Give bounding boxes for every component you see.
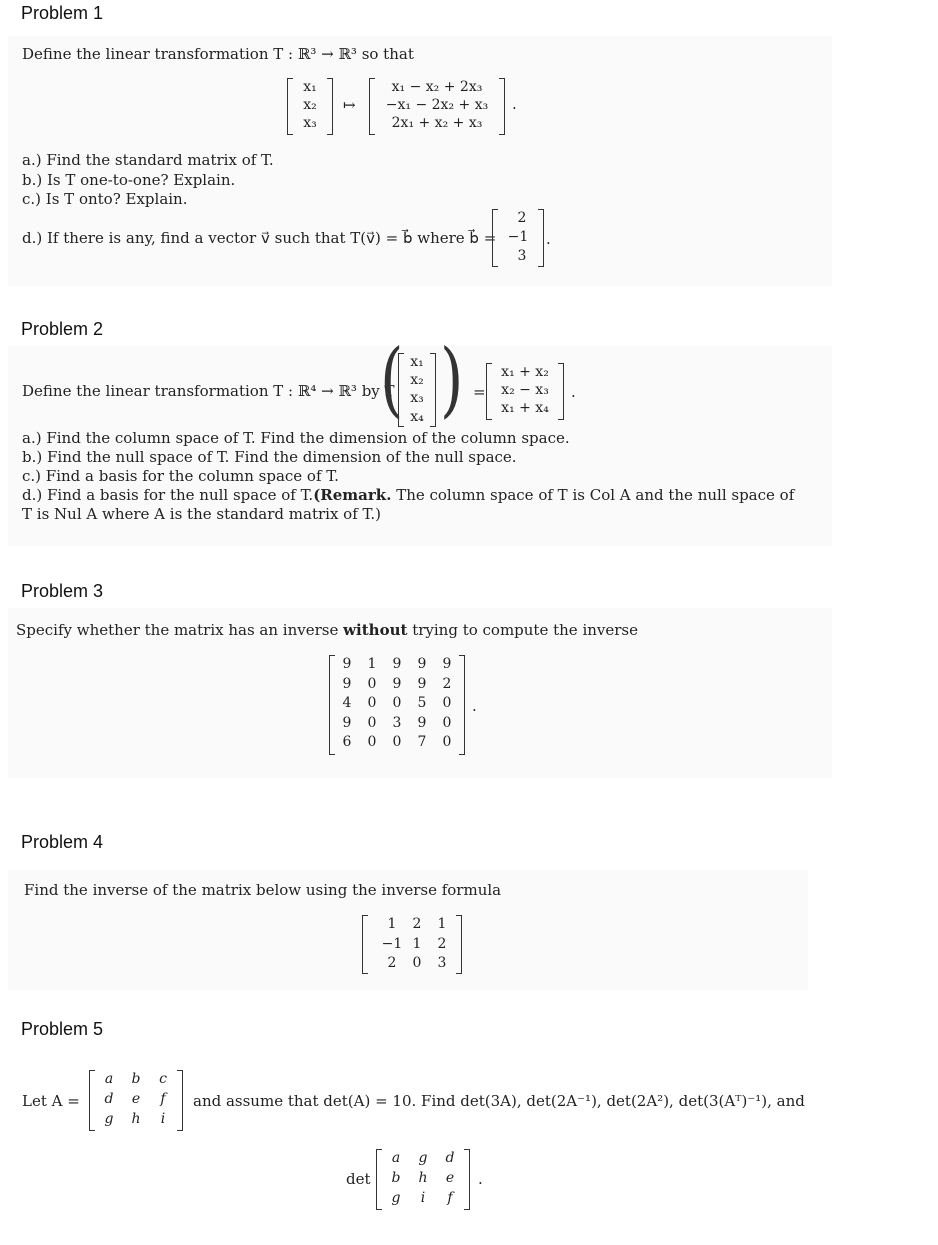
matrix-cell: 3 — [392, 714, 402, 731]
p2-right-paren: ) — [440, 332, 464, 428]
p2-part-d-text: d.) Find a basis for the null space of T. — [22, 486, 314, 504]
maps-to-symbol: ↦ — [343, 96, 356, 114]
p3-intro-post: trying to compute the inverse — [407, 621, 638, 639]
matrix-cell: 1 — [412, 935, 422, 952]
matrix-cell: b — [391, 1170, 401, 1186]
matrix-cell: 9 — [417, 675, 427, 692]
matrix-cell: d — [445, 1150, 455, 1166]
matrix-cell: b — [131, 1071, 141, 1087]
matrix-cell: 0 — [367, 734, 377, 750]
p1-part-d: d.) If there is any, find a vector v⃗ such that T(v⃗) = b⃗ where b⃗ = — [22, 229, 497, 247]
p5-matrix-b — [376, 1149, 470, 1210]
matrix-cell: a — [104, 1071, 114, 1087]
matrix-cell: 5 — [417, 695, 427, 711]
matrix-cell: g — [391, 1190, 401, 1206]
problem-4-heading: Problem 4 — [21, 832, 104, 852]
p2-output-row-2: x₂ − x₃ — [501, 382, 549, 398]
p2-equals: = — [473, 383, 486, 401]
matrix-cell: h — [418, 1170, 428, 1186]
problem-1-heading: Problem 1 — [21, 3, 104, 23]
matrix-cell: 1 — [387, 916, 397, 932]
matrix-cell: 9 — [342, 714, 352, 731]
matrix-cell: c — [159, 1071, 167, 1087]
p2-input-x2: x₂ — [410, 372, 424, 388]
problem-2-intro: Define the linear transformation T : ℝ⁴ → ℝ³ by T — [22, 382, 395, 400]
p1-output-row-2: −x₁ − 2x₂ + x₃ — [385, 97, 489, 113]
matrix-cell: 0 — [412, 955, 422, 971]
matrix-cell: 4 — [342, 695, 352, 711]
p2-input-x3: x₃ — [410, 390, 424, 406]
matrix-cell: 2 — [412, 916, 422, 932]
p2-part-d-rest: The column space of T is Col A and the null space of — [391, 486, 795, 504]
matrix-cell: 2 — [437, 935, 447, 952]
matrix-cell: e — [131, 1091, 141, 1107]
p2-output-vector — [486, 363, 564, 420]
matrix-cell: 9 — [392, 656, 402, 672]
matrix-cell: 9 — [417, 656, 427, 672]
problem-5-heading: Problem 5 — [21, 1019, 104, 1039]
problem-4-intro: Find the inverse of the matrix below using the inverse formula — [24, 881, 502, 899]
matrix-cell: h — [131, 1111, 141, 1127]
p2-period: . — [571, 383, 576, 401]
matrix-cell: f — [447, 1190, 453, 1206]
matrix-cell: 0 — [392, 695, 402, 711]
matrix-cell: i — [420, 1190, 426, 1206]
matrix-cell: 6 — [342, 734, 352, 750]
p2-input-x4: x₄ — [410, 409, 424, 425]
p5-matrix-a — [89, 1070, 183, 1131]
matrix-cell: f — [160, 1091, 166, 1107]
p1-output-row-3: 2x₁ + x₂ + x₃ — [391, 115, 483, 131]
matrix-cell: 9 — [392, 675, 402, 692]
matrix-cell: 3 — [437, 955, 447, 971]
matrix-cell: 0 — [392, 734, 402, 750]
p2-output-row-3: x₁ + x₄ — [501, 400, 549, 416]
matrix-cell: g — [104, 1111, 114, 1127]
p1-b-row-2: −1 — [507, 229, 529, 245]
p1-period: . — [512, 95, 517, 113]
p2-remark-label: (Remark. — [313, 486, 392, 504]
matrix-cell: 1 — [437, 916, 447, 932]
p2-input-x1: x₁ — [410, 354, 424, 370]
p1-b-period: . — [546, 230, 551, 248]
p1-input-x3: x₃ — [303, 115, 317, 131]
matrix-cell: 1 — [367, 656, 377, 672]
p2-part-b: b.) Find the null space of T. Find the dimension of the null space. — [22, 448, 517, 466]
matrix-cell: 0 — [367, 695, 377, 711]
matrix-cell: 2 — [442, 675, 452, 692]
matrix-cell: 0 — [442, 734, 452, 750]
problem-1-intro: Define the linear transformation T : ℝ³ → ℝ³ so that — [22, 45, 414, 63]
matrix-cell: 0 — [367, 675, 377, 692]
p1-input-vector — [287, 78, 333, 135]
p2-part-c: c.) Find a basis for the column space of T. — [22, 467, 339, 485]
matrix-cell: 9 — [417, 714, 427, 731]
matrix-cell: 9 — [442, 656, 452, 672]
p1-b-row-3: 3 — [517, 248, 527, 264]
p2-left-paren: ( — [380, 332, 404, 428]
p5-text: and assume that det(A) = 10. Find det(3A), det(2A⁻¹), det(2A²), det(3(Aᵀ)⁻¹), and — [193, 1092, 805, 1110]
p1-input-x2: x₂ — [303, 97, 317, 113]
p3-matrix — [329, 655, 465, 755]
p1-part-b: b.) Is T one-to-one? Explain. — [22, 171, 236, 189]
matrix-cell: 0 — [367, 714, 377, 731]
p1-part-c: c.) Is T onto? Explain. — [22, 190, 188, 208]
matrix-cell: a — [391, 1150, 401, 1166]
p2-part-d-line-2: T is Nul A where A is the standard matrix of T.) — [22, 505, 381, 523]
matrix-cell: 9 — [342, 675, 352, 692]
p2-input-vector — [398, 353, 436, 427]
matrix-cell: g — [418, 1150, 428, 1166]
p4-matrix — [362, 915, 462, 974]
p1-output-row-1: x₁ − x₂ + 2x₃ — [391, 79, 483, 95]
matrix-cell: d — [104, 1091, 114, 1107]
p1-b-row-1: 2 — [517, 210, 527, 226]
p1-b-vector — [492, 209, 544, 267]
matrix-cell: i — [160, 1111, 166, 1127]
problem-2-heading: Problem 2 — [21, 319, 104, 339]
matrix-cell: 9 — [342, 656, 352, 672]
p2-output-row-1: x₁ + x₂ — [501, 364, 549, 380]
p3-period: . — [472, 697, 477, 715]
problem-3-heading: Problem 3 — [21, 581, 104, 601]
matrix-cell: −1 — [381, 935, 403, 952]
p5-let: Let A = — [22, 1092, 80, 1110]
p3-intro-pre: Specify whether the matrix has an inverse — [16, 621, 344, 639]
matrix-cell: 7 — [417, 734, 427, 750]
p5-det-label: det — [346, 1170, 371, 1188]
p2-part-d-line-1 — [22, 486, 794, 505]
matrix-cell: e — [445, 1170, 455, 1186]
p2-part-a: a.) Find the column space of T. Find the dimension of the column space. — [22, 429, 570, 447]
p1-input-x1: x₁ — [303, 79, 317, 95]
p3-intro-bold: without — [343, 621, 408, 639]
matrix-cell: 0 — [442, 714, 452, 731]
p1-part-a: a.) Find the standard matrix of T. — [22, 151, 274, 169]
p5-period: . — [478, 1170, 483, 1188]
p1-output-vector — [369, 78, 505, 135]
matrix-cell: 2 — [387, 955, 397, 971]
matrix-cell: 0 — [442, 695, 452, 711]
problem-3-intro — [16, 621, 638, 640]
